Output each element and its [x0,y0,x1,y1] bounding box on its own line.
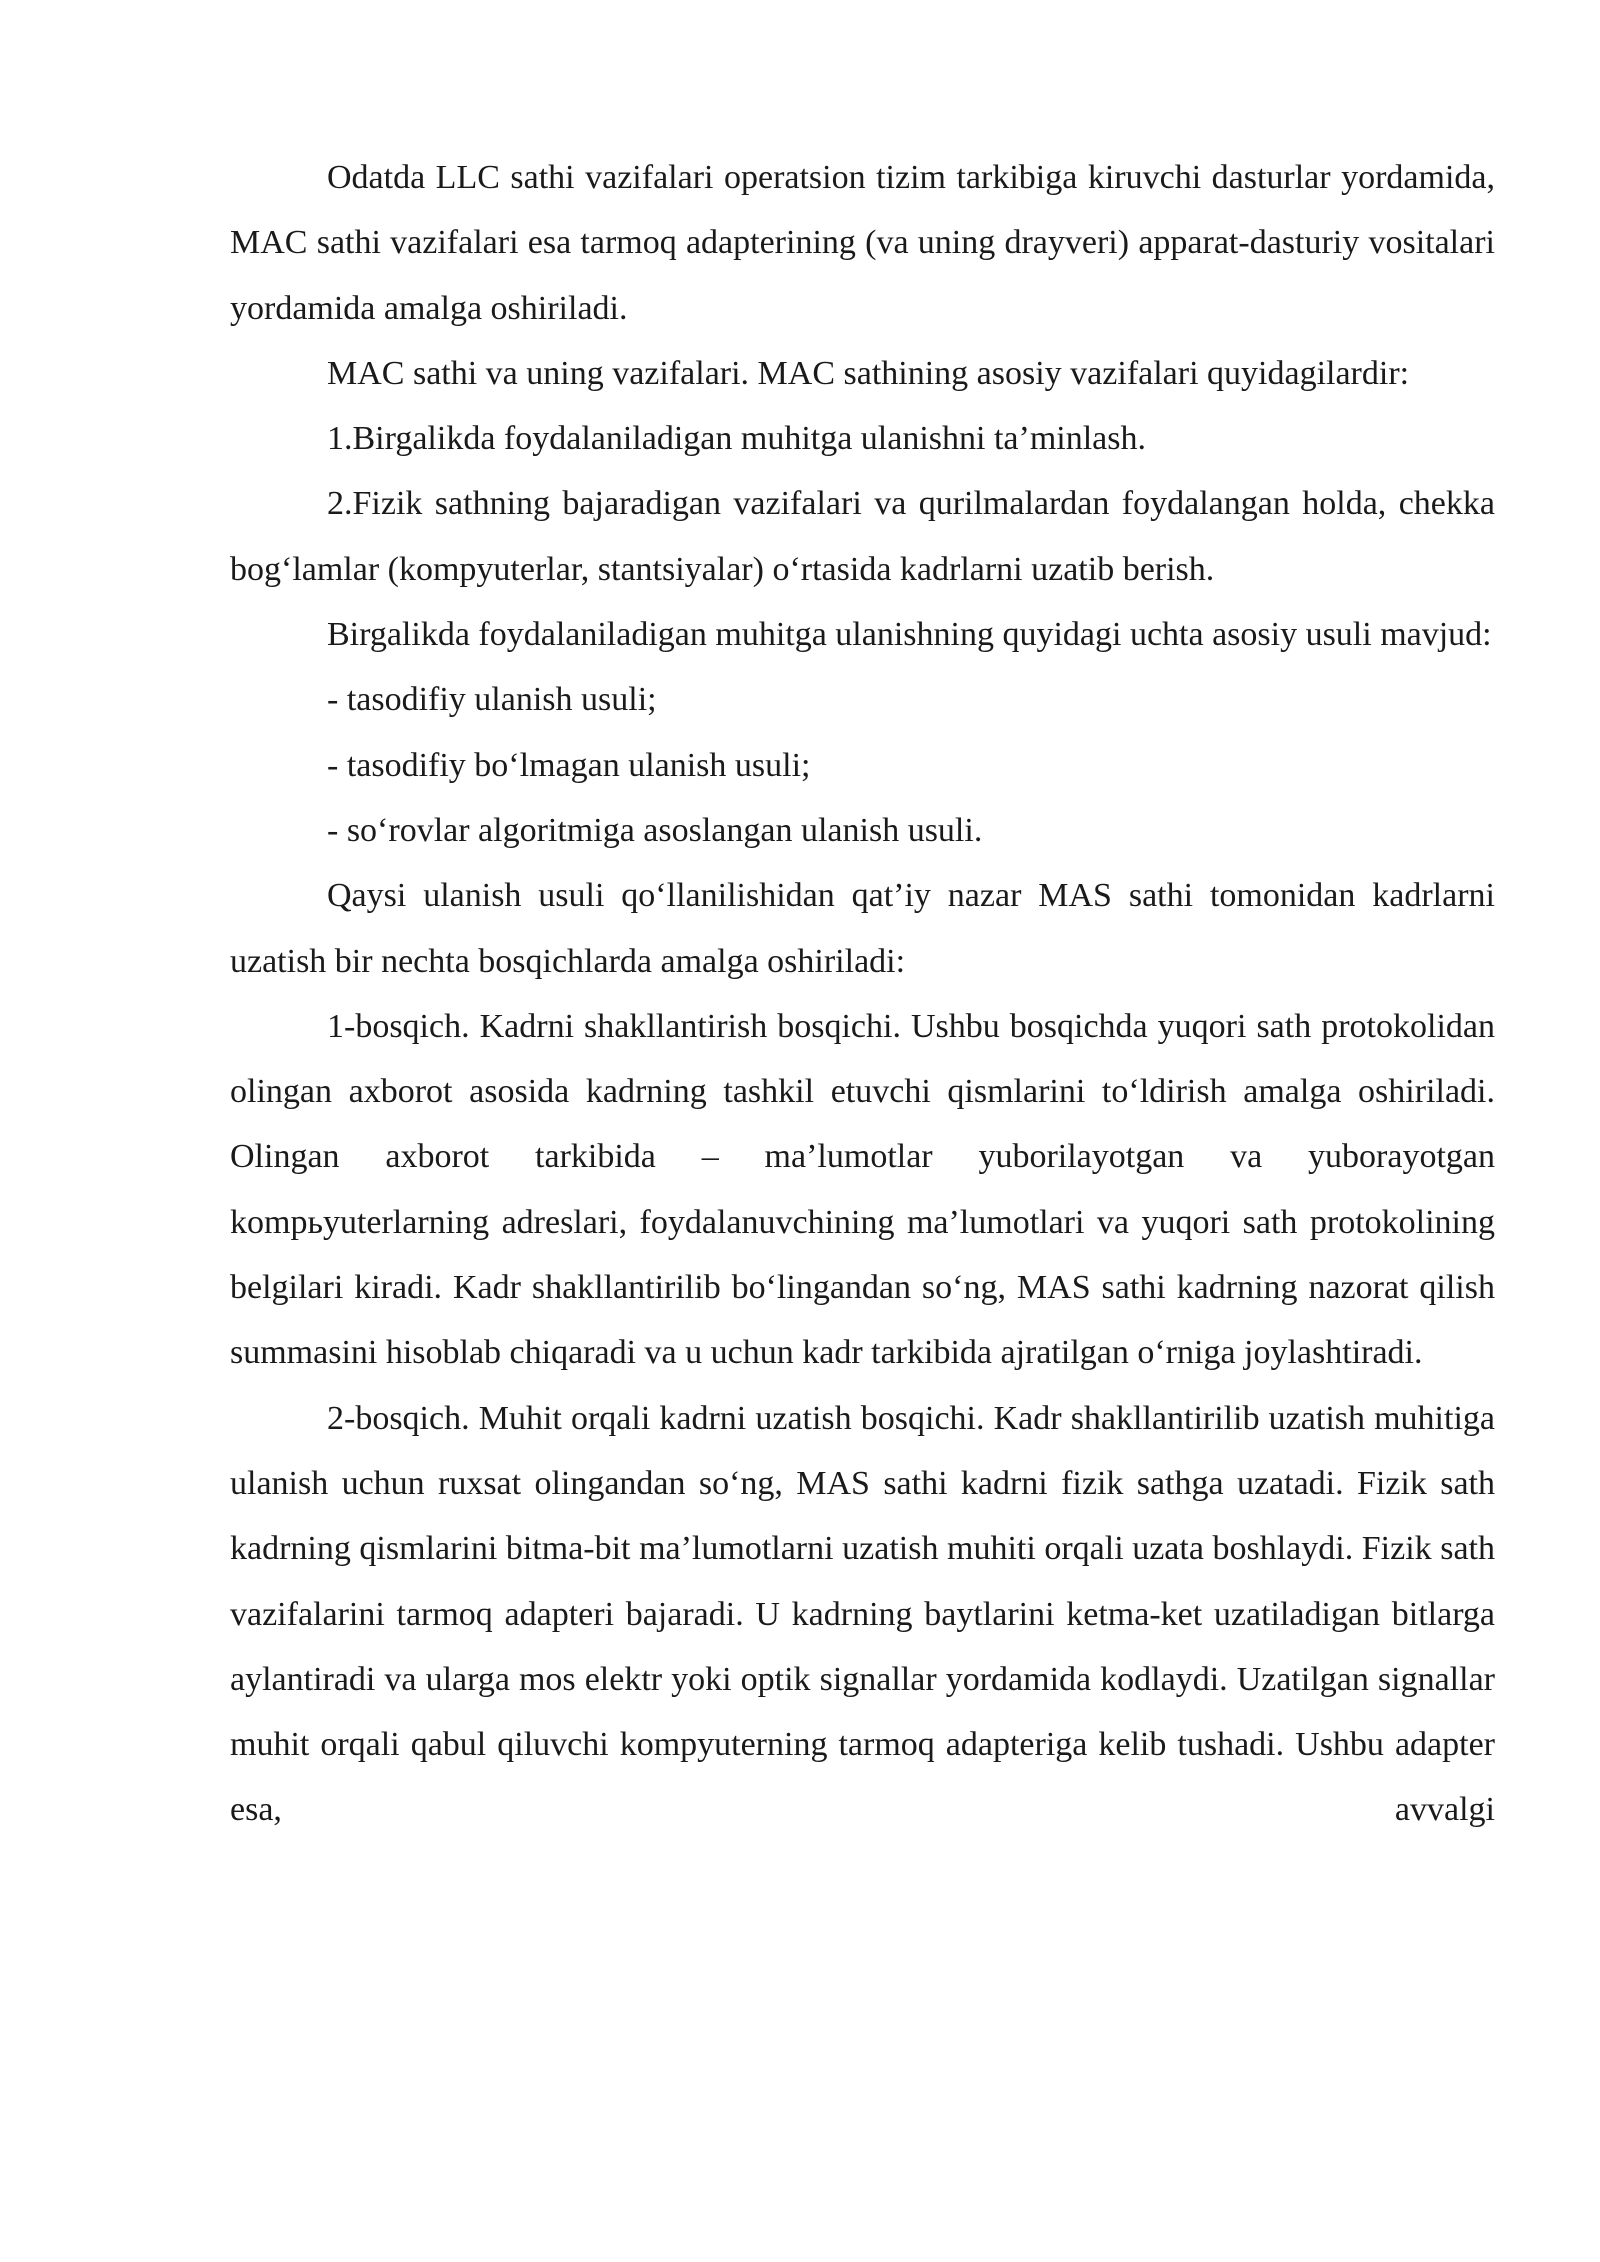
paragraph-stage-1: 1-bosqich. Kadrni shakllantirish bosqichi. Ushbu bosqichda yuqori sath protokolidan olingan axborot asosida kadrning tashkil etuvchi qismlarini to‘ldirish amalga oshiriladi. Olingan axborot tarkibida – ma’lumotlar yuborilayotgan va yuborayotgan kompьyuterlarning adreslari, foydalanuvchining ma’lumotlari va yuqori sath protokolining belgilari kiradi. Kadr shakllantirilib bo‘lingandan so‘ng, MAS sathi kadrning nazorat qilish summasini hisoblab chiqaradi va u uchun kadr tarkibida ajratilgan o‘rniga joylashtiradi. [230,1007,1495,1372]
list-item-random-access: - tasodifiy ulanish usuli; [327,681,657,719]
paragraph-mac-functions: MAC sathi va uning vazifalari. MAC sathining asosiy vazifalari quyidagilardir: [327,354,1410,392]
document-page [230,145,1495,1843]
list-item-function-2: 2.Fizik sathning bajaradigan vazifalari va qurilmalardan foydalangan holda, chekka bog‘lamlar (kompyuterlar, stantsiyalar) o‘rtasida kadrlarni uzatib berish. [230,485,1495,588]
list-item-nonrandom-access: - tasodifiy bo‘lmagan ulanish usuli; [327,746,811,784]
paragraph-transfer-stages: Qaysi ulanish usuli qo‘llanilishidan qat’iy nazar MAS sathi tomonidan kadrlarni uzatish bir nechta bosqichlarda amalga oshiriladi: [230,877,1495,980]
paragraph-stage-2: 2-bosqich. Muhit orqali kadrni uzatish bosqichi. Kadr shakllantirilib uzatish muhitiga ulanish uchun ruxsat olingandan so‘ng, MAS sathi kadrni fizik sathga uzatadi. Fizik sath kadrning qismlarini bitma-bit ma’lumotlarni uzatish muhiti orqali uzata boshlaydi. Fizik sath vazifalarini tarmoq adapteri bajaradi. U kadrning baytlarini ketma-ket uzatiladigan bitlarga aylantiradi va ularga mos elektr yoki optik signallar yordamida kodlaydi. Uzatilgan signallar muhit orqali qabul qiluvchi kompyuterning tarmoq adapteriga kelib tushadi. Ushbu adapter esa, avvalgi [230,1399,1495,1829]
paragraph-llc-mac-intro: Odatda LLC sathi vazifalari operatsion tizim tarkibiga kiruvchi dasturlar yordamida, MAC sathi vazifalari esa tarmoq adapterining (va uning drayveri) apparat-dasturiy vositalari yordamida amalga oshiriladi. [230,159,1495,327]
paragraph-access-methods: Birgalikda foydalaniladigan muhitga ulanishning quyidagi uchta asosiy usuli mavjud: [327,616,1492,654]
list-item-function-1: 1.Birgalikda foydalaniladigan muhitga ulanishni ta’minlash. [327,420,1146,458]
list-item-polling-access: - so‘rovlar algoritmiga asoslangan ulanish usuli. [327,811,983,849]
